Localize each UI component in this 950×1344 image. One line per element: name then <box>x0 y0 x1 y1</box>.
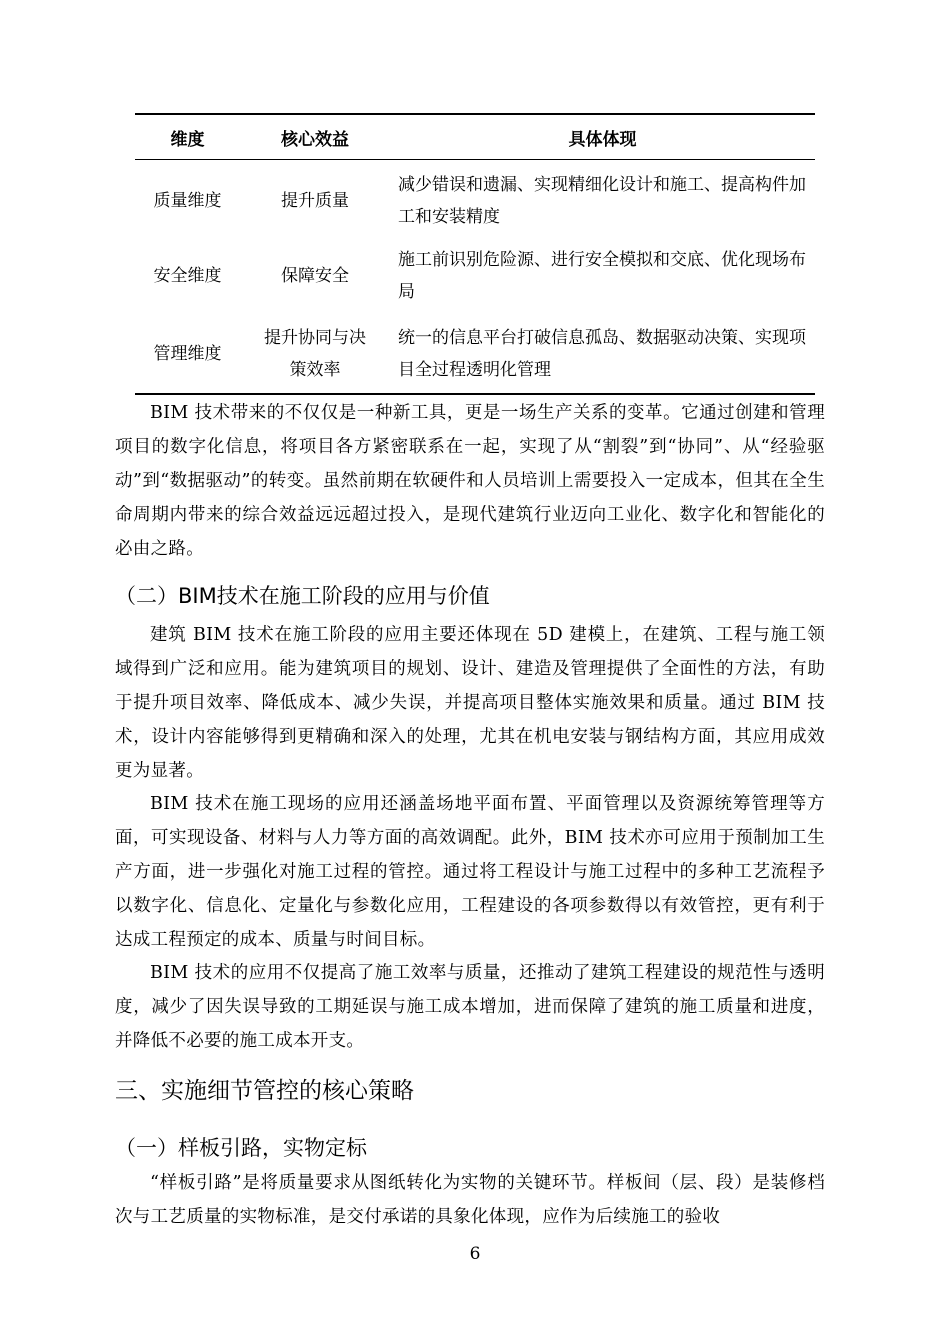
section-heading-bim: （二）BIM技术在施工阶段的应用与价值 <box>115 584 490 608</box>
paragraph-bim-5d: 建筑 BIM 技术在施工阶段的应用主要还体现在 5D 建模上，在建筑、工程与施工领域得到广泛和应用。能为建筑项目的规划、设计、建造及管理提供了全面性的方法，有助于提升项目效率、降低成本、减少失误，并提高项目整体实施效果和质量。通过 BIM 技术，设计内容能够得到更精确和深入的处理，尤其在机电安装与钢结构方面，其应用成效更为显著。 <box>115 625 825 781</box>
header-detail: 具体体现 <box>568 129 637 150</box>
cell-detail: 统一的信息平台打破信息孤岛、数据驱动决策、实现项目全过程透明化管理 <box>398 328 806 380</box>
cell-benefit: 提升质量 <box>281 190 349 211</box>
section-heading-sample: （一）样板引路，实物定标 <box>115 1136 367 1160</box>
cell-dimension: 质量维度 <box>153 190 222 211</box>
paragraph-bim-efficiency: BIM 技术的应用不仅提高了施工效率与质量，还推动了建筑工程建设的规范性与透明度，减少了因失误导致的工期延误与施工成本增加，进而保障了建筑的施工质量和进度，并降低不必要的施工成本开支。 <box>115 963 825 1051</box>
paragraph-bim-transformation: BIM 技术带来的不仅仅是一种新工具，更是一场生产关系的变革。它通过创建和管理项目的数字化信息，将项目各方紧密联系在一起，实现了从“割裂”到“协同”、从“经验驱动”到“数据驱动”的转变。虽然前期在软硬件和人员培训上需要投入一定成本，但其在全生命周期内带来的综合效益远远超过投入，是现代建筑行业迈向工业化、数字化和智能化的必由之路。 <box>115 403 825 559</box>
cell-dimension: 安全维度 <box>153 266 222 286</box>
cell-detail: 减少错误和遗漏、实现精细化设计和施工、提高构件加工和安装精度 <box>398 174 806 227</box>
paragraph-bim-site: BIM 技术在施工现场的应用还涵盖场地平面布置、平面管理以及资源统筹管理等方面，可实现设备、材料与人力等方面的高效调配。此外，BIM 技术亦可应用于预制加工生产方面，进一步强化对施工过程的管控。通过将工程设计与施工过程中的多种工艺流程予以数字化、信息化、定量化与参数化应用，工程建设的各项参数得以有效管控，更有利于达成工程预定的成本、质量与时间目标。 <box>115 794 825 950</box>
table-row <box>135 160 815 238</box>
benefits-table <box>135 113 815 395</box>
table-row <box>135 315 815 394</box>
cell-benefit: 保障安全 <box>281 266 349 286</box>
page-number: 6 <box>469 1244 481 1264</box>
header-dimension: 维度 <box>170 129 205 150</box>
header-benefit: 核心效益 <box>281 129 349 150</box>
paragraph-sample: “样板引路”是将质量要求从图纸转化为实物的关键环节。样板间（层、段）是装修档次与工艺质量的实物标准，是交付承诺的具象化体现，应作为后续施工的验收 <box>115 1173 825 1227</box>
cell-benefit: 提升协同与决策效率 <box>264 328 366 380</box>
table-row <box>135 237 815 315</box>
chapter-heading-three: 三、实施细节管控的核心策略 <box>115 1078 414 1104</box>
cell-detail: 施工前识别危险源、进行安全模拟和交底、优化现场布局 <box>398 250 806 302</box>
cell-dimension: 管理维度 <box>153 344 222 364</box>
table-header-row <box>135 114 815 160</box>
